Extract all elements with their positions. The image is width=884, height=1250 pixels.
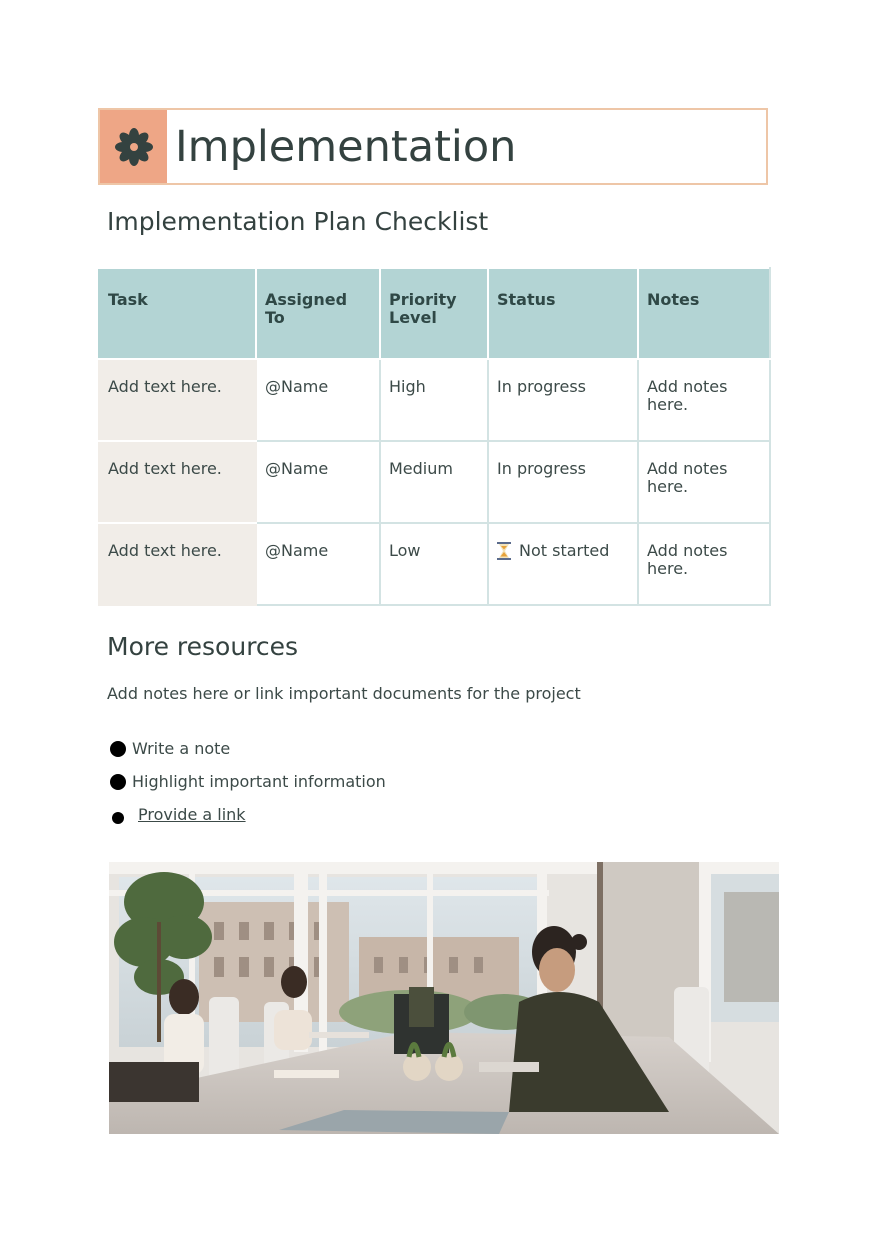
priority-cell[interactable]: Medium [380, 441, 488, 523]
page-title: Implementation [175, 121, 517, 172]
office-photo-illustration [109, 862, 779, 1134]
bullet-icon [112, 812, 124, 824]
status-label: Not started [519, 541, 610, 560]
status-cell[interactable]: In progress [488, 359, 638, 441]
bullet-icon [110, 774, 126, 790]
task-cell[interactable]: Add text here. [99, 359, 256, 441]
table-row [99, 359, 770, 441]
implementation-plan-table [98, 267, 771, 606]
resources-list [110, 732, 386, 831]
notes-cell[interactable]: Add notes here. [638, 359, 770, 441]
resources-description: Add notes here or link important documents for the project [107, 684, 581, 703]
table-header-row [99, 268, 770, 359]
column-header-notes: Notes [638, 268, 770, 359]
table-row [99, 441, 770, 523]
column-header-task: Task [99, 268, 256, 359]
priority-cell[interactable]: Low [380, 523, 488, 605]
status-cell[interactable] [488, 523, 638, 605]
section-title-resources: More resources [107, 632, 299, 661]
table-row [99, 523, 770, 605]
hourglass-icon [497, 542, 511, 560]
provide-link[interactable]: Provide a link [138, 805, 246, 824]
office-photo [109, 862, 779, 1134]
column-header-priority-level: Priority Level [380, 268, 488, 359]
assignee-cell[interactable]: @Name [256, 359, 380, 441]
list-item-label: Write a note [132, 739, 231, 758]
task-cell[interactable]: Add text here. [99, 441, 256, 523]
column-header-assigned-to: Assigned To [256, 268, 380, 359]
list-item [110, 765, 386, 798]
page-header [98, 108, 768, 185]
list-item [110, 732, 386, 765]
assignee-cell[interactable]: @Name [256, 441, 380, 523]
notes-cell[interactable]: Add notes here. [638, 523, 770, 605]
notes-cell[interactable]: Add notes here. [638, 441, 770, 523]
header-icon-box [100, 110, 167, 183]
assignee-cell[interactable]: @Name [256, 523, 380, 605]
status-cell[interactable]: In progress [488, 441, 638, 523]
bullet-icon [110, 741, 126, 757]
flower-icon [113, 126, 155, 168]
list-item [110, 798, 386, 831]
task-cell[interactable]: Add text here. [99, 523, 256, 605]
priority-cell[interactable]: High [380, 359, 488, 441]
column-header-status: Status [488, 268, 638, 359]
list-item-label: Highlight important information [132, 772, 386, 791]
section-title-checklist: Implementation Plan Checklist [107, 207, 489, 236]
